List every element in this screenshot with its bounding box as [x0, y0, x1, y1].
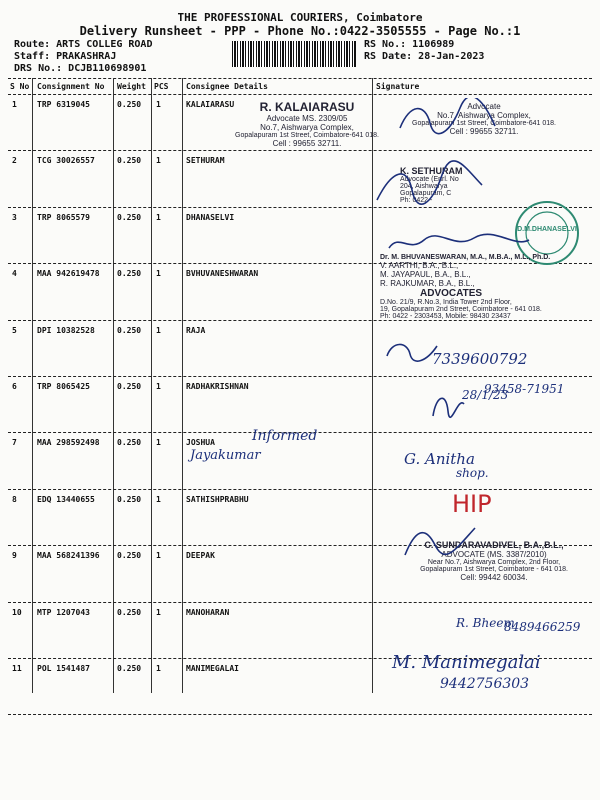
drs-number: DRS No.: DCJB110698901 [14, 63, 147, 74]
handwritten-note: Jayakumar [190, 448, 261, 463]
cell-sno: 3 [12, 212, 17, 222]
cell-consignment: MAA 298592498 [37, 438, 100, 448]
col-weight: Weight [117, 82, 146, 91]
stamp-line: Dr. M. BHUVANESWARAN, M.A., M.B.A., M.L., Ph.D. [380, 254, 551, 261]
stamp-line: Advocate (Enrl. No [400, 176, 459, 183]
stamp-line: 19, Gopalapuram 2nd Street, Coimbatore - 641 018. [380, 306, 542, 313]
stamp-line: Cell : 99655 32711. [449, 127, 519, 136]
handwritten-date: 28/1/23 [462, 388, 509, 402]
col-consignee: Consignee Details [186, 82, 268, 91]
stamp-line: Advocate [467, 102, 501, 111]
handwritten-phone: 93458-71951 [484, 382, 565, 396]
staff-label: Staff: PRAKASHRAJ [14, 51, 117, 62]
stamp-line: No.7, Aishwarya Complex, [260, 123, 354, 132]
cell-sno: 8 [12, 494, 17, 504]
row-divider [8, 714, 592, 715]
cell-sno: 9 [12, 551, 17, 561]
cell-consignment: POL 1541487 [37, 664, 90, 673]
barcode [232, 41, 356, 67]
stamp-line: M. JAYAPAUL, B.A., B.L., [380, 270, 471, 279]
cell-weight: 0.250 [117, 382, 142, 391]
row-divider [8, 602, 592, 603]
cell-weight: 0.250 [117, 494, 142, 504]
stamp-line: Ph: 0422 - 2303453, Mobile: 98430 23437 [380, 313, 511, 320]
stamp-line: Near No.7, Aishwarya Complex, 2nd Floor, [427, 559, 561, 566]
handwritten-signature: M. Manimegalai [392, 652, 541, 673]
cell-consignee: SATHISHPRABHU [186, 494, 249, 504]
stamp-name: C. SUNDARAVADIVEL, B.A.,B.L., [424, 540, 564, 550]
cell-weight: 0.250 [117, 607, 142, 617]
stamp-line: 204, Aishwarya [400, 183, 448, 190]
stamp-name: K. SETHURAM [400, 166, 463, 176]
cell-consignee: BVHUVANESHWARAN [186, 269, 259, 279]
cell-consignment: TRP 8065425 [37, 382, 90, 391]
row-divider [8, 376, 592, 377]
cell-pcs: 1 [156, 382, 161, 391]
cell-consignee: DHANASELVI [186, 212, 235, 222]
cell-consignment: TRP 8065579 [37, 212, 90, 222]
cell-pcs: 1 [156, 156, 161, 166]
cell-sno: 4 [12, 269, 17, 279]
cell-sno: 1 [12, 100, 17, 109]
cell-weight: 0.250 [117, 100, 142, 109]
cell-sno: 2 [12, 156, 17, 166]
cell-weight: 0.250 [117, 156, 142, 166]
stamp-line: R. RAJKUMAR, B.A., B.L., [380, 279, 475, 288]
header-top-rule [8, 78, 592, 79]
row-divider [8, 489, 592, 490]
signature-scribble [395, 98, 505, 138]
cell-consignee: SETHURAM [186, 156, 225, 166]
cell-pcs: 1 [156, 438, 161, 448]
cell-pcs: 1 [156, 100, 161, 109]
stamp-line: Gopalapuram 1st Street, Coimbatore - 641 018. [420, 566, 568, 573]
cell-weight: 0.250 [117, 325, 142, 335]
cell-consignee: RADHAKRISHNAN [186, 382, 249, 391]
header-bottom-rule [8, 94, 592, 95]
handwritten-note: Informed [252, 428, 318, 444]
cell-pcs: 1 [156, 325, 161, 335]
cell-pcs: 1 [156, 269, 161, 279]
cell-weight: 0.250 [117, 551, 142, 561]
col-sno: S No [10, 82, 30, 91]
handwritten-phone: 9442756303 [440, 676, 530, 692]
cell-weight: 0.250 [117, 269, 142, 279]
consignee-stamp-kalaiarasu [222, 100, 392, 148]
cell-consignee: MANOHARAN [186, 607, 230, 617]
cell-consignment: DPI 10382528 [37, 325, 95, 335]
cell-pcs: 1 [156, 212, 161, 222]
stamp-line: D.No. 21/9, R.No.3, India Tower 2nd Floor, [380, 299, 512, 306]
cell-sno: 7 [12, 438, 17, 448]
stamp-line: Gopalapuram 1st Street, Coimbatore-641 018. [412, 120, 556, 127]
cell-consignment: MTP 1207043 [37, 607, 90, 617]
cell-consignment: MAA 568241396 [37, 551, 100, 561]
stamp-line: ADVOCATES [420, 288, 483, 299]
cell-pcs: 1 [156, 607, 161, 617]
stamp-line: ADVOCATE (MS. 3387/2010) [441, 550, 547, 559]
stamp-line: Advocate MS. 2309/05 [266, 114, 348, 123]
stamp-line: Cell: 99442 60034. [460, 573, 528, 582]
cell-sno: 6 [12, 382, 17, 391]
row-divider [8, 150, 592, 151]
cell-sno: 10 [12, 607, 22, 617]
cell-consignment: EDQ 13440655 [37, 494, 95, 504]
handwritten-note: shop. [456, 466, 489, 480]
seal-text: D.M.DHANASELVI [517, 226, 577, 233]
cell-consignee: DEEPAK [186, 551, 215, 561]
stamp-line: No.7, Aishwarya Complex, [437, 111, 531, 120]
col-pcs: PCS [154, 82, 169, 91]
cell-sno: 5 [12, 325, 17, 335]
cell-weight: 0.250 [117, 212, 142, 222]
table-row [0, 491, 600, 547]
stamp-line: V. AARTHI, B.A., B.L., [380, 261, 459, 270]
handwritten-mark: HIP [452, 490, 492, 518]
cell-sno: 11 [12, 664, 22, 673]
cell-weight: 0.250 [117, 664, 142, 673]
cell-consignee: KALAIARASU [186, 100, 235, 109]
handwritten-signature: R. Bheem [456, 616, 515, 630]
document-subtitle: Delivery Runsheet - PPP - Phone No.:0422-3505555 - Page No.:1 [79, 24, 521, 38]
cell-consignment: TCG 30026557 [37, 156, 95, 166]
signature-scribble [372, 160, 492, 210]
cell-consignee: MANIMEGALAI [186, 664, 239, 673]
stamp-line: Gopalapuram 1st Street, Coimbatore-641 018. [235, 132, 379, 139]
stamp-line: Cell : 99655 32711. [272, 139, 342, 148]
cell-pcs: 1 [156, 664, 161, 673]
rs-date: RS Date: 28-Jan-2023 [364, 51, 485, 62]
document-title: THE PROFESSIONAL COURIERS, Coimbatore [177, 11, 423, 24]
stamp-line: Ph: 0422 - [400, 197, 433, 204]
route-label: Route: ARTS COLLEG ROAD [14, 39, 153, 50]
cell-consignment: MAA 942619478 [37, 269, 100, 279]
handwritten-phone: 7339600792 [432, 350, 528, 368]
table-row [0, 152, 600, 208]
signature-scribble [400, 520, 480, 560]
rs-number: RS No.: 1106989 [364, 39, 455, 50]
signature-stamp-advocates [380, 254, 592, 320]
handwritten-signature: G. Anitha [404, 450, 475, 468]
stamp-line: Gopalapuram, C [400, 190, 452, 197]
cell-consignee: JOSHUA [186, 438, 215, 448]
col-signature: Signature [376, 82, 420, 91]
cell-pcs: 1 [156, 551, 161, 561]
cell-consignee: RAJA [186, 325, 206, 335]
col-consignment: Consignment No [37, 82, 105, 91]
cell-pcs: 1 [156, 494, 161, 504]
cell-consignment: TRP 6319045 [37, 100, 90, 109]
row-divider [8, 207, 592, 208]
cell-weight: 0.250 [117, 438, 142, 448]
stamp-name: R. KALAIARASU [259, 100, 355, 114]
handwritten-phone: 8489466259 [504, 620, 581, 634]
